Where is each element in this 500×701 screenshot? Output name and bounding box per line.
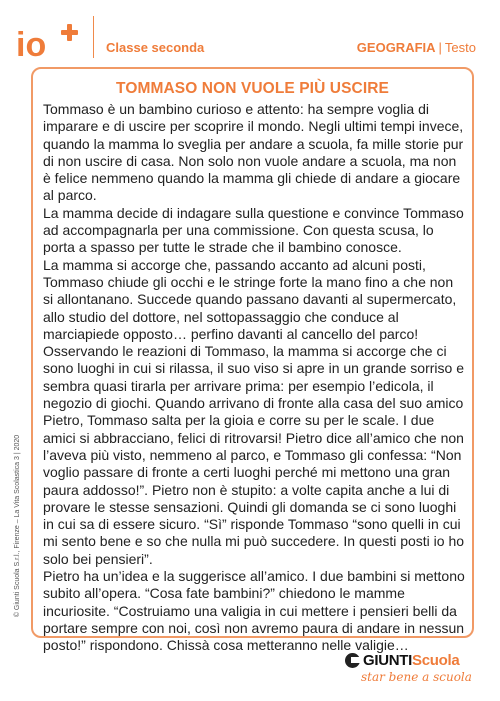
subject-name: GEOGRAFIA bbox=[356, 40, 436, 55]
subject-label bbox=[357, 40, 476, 55]
paragraph: Pietro ha un’idea e la suggerisce all’amico. I due bambini si mettono subito all’opera. “Cosa fate bambini?” chiedono le mamme incuriosite. “Costruiamo una valigia in cui mettere i pensieri belli da portare sempre con noi, così non avremo paura di andare in nessun posto!” rispondono. Chissà cosa metteranno nelle valigie… bbox=[43, 568, 465, 654]
header-divider bbox=[93, 16, 94, 58]
class-label: Classe seconda bbox=[106, 40, 205, 55]
article-body bbox=[43, 101, 467, 655]
paragraph: La mamma decide di indagare sulla questione e convince Tommaso ad accompagnarla per una commissione. Con questa scusa, lo porta a spasso per tutte le strade che il bambino conosce. bbox=[43, 204, 464, 256]
section-name: Testo bbox=[444, 40, 476, 55]
brand-name: GIUNTI bbox=[363, 652, 413, 669]
giunti-scuola-logo bbox=[345, 652, 485, 692]
io-logo-text: io bbox=[16, 26, 47, 62]
brand-sub: Scuola bbox=[412, 652, 460, 669]
subject-separator: | bbox=[438, 40, 442, 55]
io-logo bbox=[16, 18, 86, 62]
brand-tagline: star bene a scuola bbox=[361, 670, 472, 684]
paragraph: Osservando le reazioni di Tommaso, la mamma si accorge che ci sono luoghi in cui si rilassa, il suo viso si apre in un grande sorriso e sembra quasi tirarla per arrivare prima: per esempio l’edicola, il negozio di giochi. Quando arrivano di fronte alla casa del suo amico Pietro, Tommaso salta per la gioia e corre su per le scale. I due amici si abbracciano, felici di ritrovarsi! Pietro dice all’amico che non l’aveva più visto, nemmeno al parco, e Tommaso gli confessa: “Non voglio passare di fronte a certi luoghi perché mi mettono una gran paura addosso!”. Pietro non è stupito: a volte capita anche a lui di provare le stesse sensazioni. Quindi gli domanda se ci sono luoghi in cui sa di essere sicuro. “Sì” risponde Tommaso “sono quelli in cui mi sento bene e so che nulla mi può succedere. In questi posti io ho solo bei pensieri”. bbox=[43, 343, 465, 567]
copyright-notice: © Giunti Scuola S.r.l., Firenze – La Vita Scolastica 3 | 2020 bbox=[14, 434, 21, 618]
paragraph: La mamma si accorge che, passando accanto ad alcuni posti, Tommaso chiude gli occhi e le stringe forte la mano fino a che non si allontanano. Succede quando passano davanti al supermercato, allo studio del dottore, nel sottopassaggio che conduce al marciapiede opposto… perfino davanti al cancello del parco! bbox=[43, 256, 457, 342]
giunti-g-icon bbox=[345, 653, 360, 668]
article-title: TOMMASO NON VUOLE PIÙ USCIRE bbox=[116, 80, 389, 97]
paragraph: Tommaso è un bambino curioso e attento: ha sempre voglia di imparare e di uscire per scoprire il mondo. Negli ultimi tempi invece, quando la mamma lo sveglia per andare a scuola, fa mille storie pur di non uscire di casa. Non solo non vuole andare a scuola, ma non è felice nemmeno quando la mamma gli chiede di andare a giocare al parco. bbox=[43, 101, 464, 204]
